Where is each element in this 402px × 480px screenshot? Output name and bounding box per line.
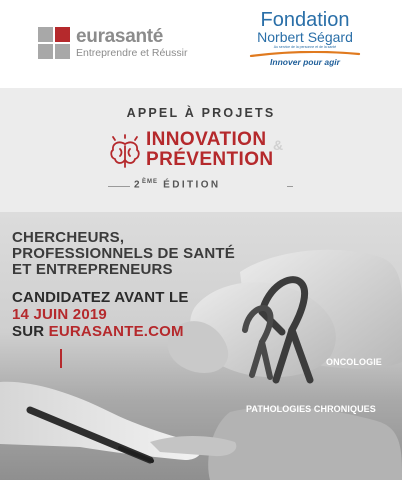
- eurasante-logo[interactable]: [38, 27, 187, 60]
- cta-website[interactable]: [12, 323, 184, 340]
- tag-pathologies-chroniques: PATHOLOGIES CHRONIQUES: [246, 404, 376, 414]
- title-ampersand: &: [273, 137, 284, 153]
- edition-word: ÉDITION: [163, 179, 221, 191]
- four-squares-logo-icon: [38, 27, 71, 60]
- logo-header: [0, 0, 402, 88]
- hero-photo: [0, 212, 402, 480]
- cta-site-link[interactable]: EURASANTE.COM: [48, 323, 184, 340]
- fondation-logo[interactable]: [240, 10, 370, 67]
- fondation-line2: Norbert Ségard: [257, 29, 353, 45]
- eurasante-tagline: Entreprendre et Réussir: [76, 47, 188, 59]
- brain-lightbulb-icon: [108, 134, 142, 172]
- title-prevention: PRÉVENTION: [146, 149, 274, 170]
- tag-oncologie: ONCOLOGIE: [326, 357, 382, 367]
- cta-line1: CANDIDATEZ AVANT LE: [12, 289, 189, 306]
- edition-suffix: ÈME: [141, 179, 158, 185]
- cta-date: 14 JUIN 2019: [12, 306, 107, 323]
- fondation-slogan: Innover pour agir: [270, 57, 340, 67]
- audience-line2: PROFESSIONNELS DE SANTÉ: [12, 245, 235, 262]
- project-call-banner: [0, 88, 402, 212]
- fondation-line1: Fondation: [260, 9, 350, 31]
- edition-number: 2: [134, 179, 142, 191]
- accent-bar: [60, 349, 62, 368]
- edition-rule-right: [287, 186, 293, 187]
- edition-rule-left: [108, 186, 130, 187]
- audience-line1: CHERCHEURS,: [12, 229, 125, 246]
- eurasante-name: eurasanté: [76, 26, 164, 47]
- fondation-subline: Au service de la personne et de la santé: [273, 45, 337, 49]
- audience-line3: ET ENTREPRENEURS: [12, 261, 173, 278]
- edition-label: [134, 179, 221, 190]
- cta-prefix: SUR: [12, 323, 49, 340]
- title-innovation: INNOVATION: [146, 129, 267, 150]
- call-for-projects-heading: APPEL À PROJETS: [126, 106, 276, 120]
